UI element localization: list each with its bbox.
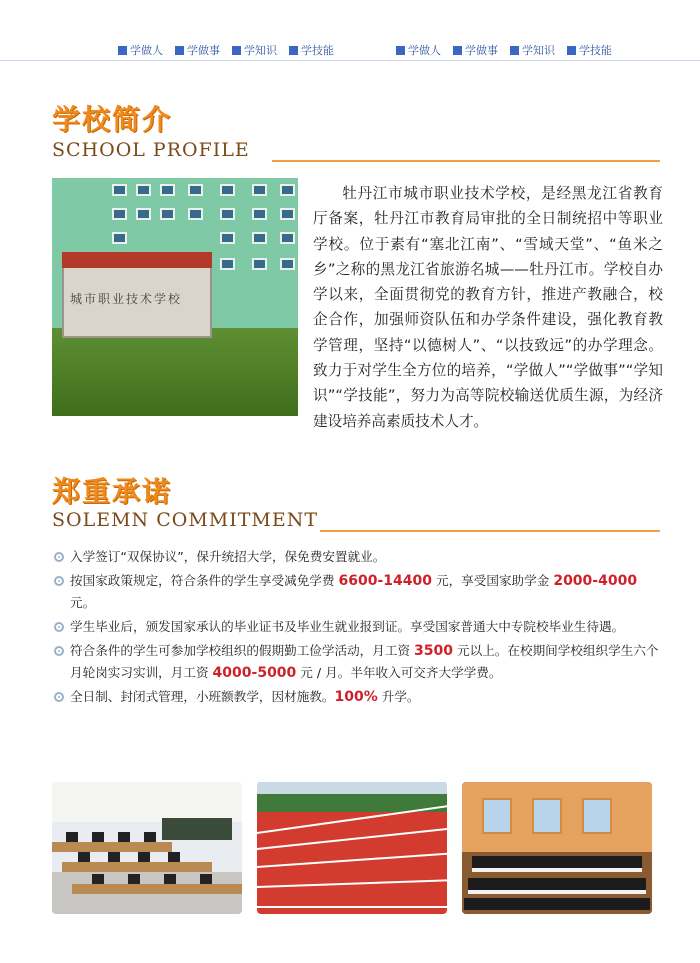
square-bullet-icon	[175, 46, 184, 55]
commitment-rule	[320, 530, 660, 532]
commitment-item	[54, 640, 664, 684]
commitment-title: 郑重承诺	[52, 475, 173, 508]
commitment-text: 元。	[70, 595, 96, 610]
commitment-text: 学生毕业后，颁发国家承认的毕业证书及毕业生就业报到证。享受国家普通大中专院校毕业生待遇。	[70, 619, 625, 634]
nav-item-label: 学知识	[244, 44, 277, 57]
nav-item	[510, 42, 555, 58]
profile-text	[313, 181, 663, 434]
circle-bullet-icon	[54, 692, 64, 702]
commitment-text: 元 / 月。半年收入可交齐大学学费。	[296, 665, 502, 680]
nav-item	[289, 42, 334, 58]
circle-bullet-icon	[54, 646, 64, 656]
square-bullet-icon	[510, 46, 519, 55]
nav-item	[232, 42, 277, 58]
square-bullet-icon	[289, 46, 298, 55]
nav-item-label: 学技能	[301, 44, 334, 57]
nav-item	[567, 42, 612, 58]
square-bullet-icon	[453, 46, 462, 55]
profile-title: 学校简介	[52, 103, 173, 136]
circle-bullet-icon	[54, 622, 64, 632]
highlight-amount: 2000-4000	[553, 573, 638, 589]
commitment-item	[54, 546, 664, 568]
nav-group-right	[396, 42, 612, 58]
nav-item	[175, 42, 220, 58]
profile-subtitle: SCHOOL PROFILE	[52, 139, 250, 161]
nav-item-label: 学做事	[187, 44, 220, 57]
square-bullet-icon	[396, 46, 405, 55]
nav-item-label: 学技能	[579, 44, 612, 57]
school-sign-text: 城市职业技术学校	[70, 292, 183, 306]
nav-item-label: 学做人	[130, 44, 163, 57]
profile-rule	[272, 160, 660, 162]
commitment-text: 全日制、封闭式管理，小班额教学，因材施教。	[70, 689, 335, 704]
square-bullet-icon	[232, 46, 241, 55]
running-track-photo	[257, 782, 447, 914]
commitment-text: 元以上。在校期间学校组织学生六个月轮岗实习实训，月工资	[70, 643, 659, 680]
highlight-amount: 4000-5000	[212, 665, 297, 681]
school-photo	[52, 178, 298, 416]
commitment-text: 升学。	[377, 689, 420, 704]
nav-divider	[0, 60, 700, 61]
profile-paragraph: 牡丹江市城市职业技术学校，是经黑龙江省教育厅备案，牡丹江市教育局审批的全日制统招中等职业学校。位于素有“塞北江南”、“雪域天堂”、“鱼米之乡”之称的黑龙江省旅游名城——牡丹江市。学校自办学以来，全面贯彻党的教育方针，推进产教融合，校企合作，加强师资队伍和办学条件建设，强化教育教学管理，坚持“以德树人”、“以技致远”的办学理念。致力于对学生全方位的培养，“学做人”“学做事”“学知识”“学技能”，努力为高等院校输送优质生源，为经济建设培养高素质技术人才。	[313, 185, 663, 430]
computer-lab-photo	[52, 782, 242, 914]
commitment-item	[54, 616, 664, 638]
highlight-amount: 6600-14400	[338, 573, 432, 589]
highlight-amount: 100%	[334, 689, 378, 705]
commitment-text: 按国家政策规定，符合条件的学生享受减免学费	[70, 573, 339, 588]
piano-room-photo	[462, 782, 652, 914]
nav-item-label: 学做事	[465, 44, 498, 57]
commitment-list	[54, 546, 664, 710]
commitment-text: 入学签订“双保协议”，保升统招大学，保免费安置就业。	[70, 549, 386, 564]
commitment-item	[54, 686, 664, 708]
circle-bullet-icon	[54, 576, 64, 586]
circle-bullet-icon	[54, 552, 64, 562]
commitment-subtitle: SOLEMN COMMITMENT	[52, 509, 319, 531]
nav-item	[118, 42, 163, 58]
commitment-text: 符合条件的学生可参加学校组织的假期勤工俭学活动，月工资	[70, 643, 415, 658]
nav-group-left	[118, 42, 334, 58]
square-bullet-icon	[567, 46, 576, 55]
nav-item-label: 学知识	[522, 44, 555, 57]
nav-item-label: 学做人	[408, 44, 441, 57]
commitment-text: 元，享受国家助学金	[431, 573, 554, 588]
square-bullet-icon	[118, 46, 127, 55]
highlight-amount: 3500	[414, 643, 454, 659]
commitment-item	[54, 570, 664, 614]
nav-item	[453, 42, 498, 58]
nav-item	[396, 42, 441, 58]
